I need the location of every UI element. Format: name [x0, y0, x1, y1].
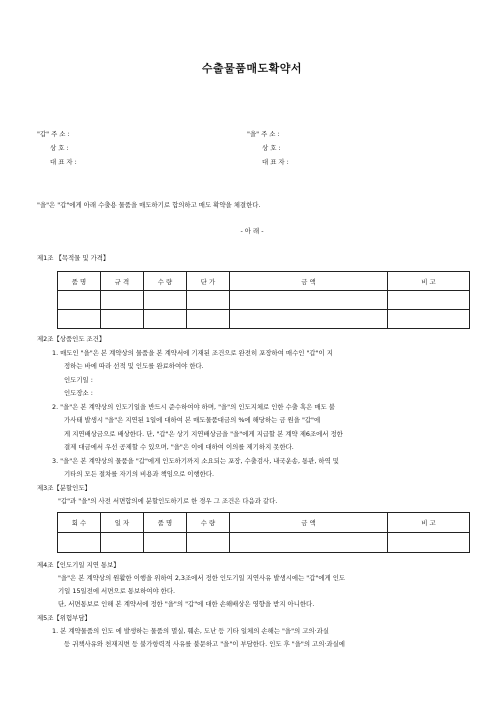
table-header: 비 고 — [388, 513, 470, 533]
intro-sentence: "을"은 "갑"에게 아래 수출용 물품을 매도하기로 합의하고 매도 확약을 체결한다. — [37, 201, 261, 209]
article1-heading: 제1조 【목적물 및 가격】 — [37, 254, 110, 262]
article2-line: 가사태 발생시 "을"은 지연된 1일에 대하여 본 매도물품대금의 %에 해당하는 금 원을 "갑"에 — [64, 416, 321, 424]
table-header: 일 자 — [101, 513, 144, 533]
article4-line: 단, 서면통보로 인해 본 계약서에 정한 "을"의 "갑"에 대한 손해배상은 영향을 받지 아니한다. — [58, 600, 315, 608]
contract-title: 수출물품매도확약서 — [201, 62, 303, 75]
table-header: 비 고 — [388, 272, 470, 291]
article2-line: 결제 대금에서 우선 공제할 수 있으며, "을"은 이에 대하여 이의를 제기하지 못한다. — [64, 443, 294, 451]
article4-line: "을"은 본 계약상의 원활한 이행을 위하여 2,3조에서 정한 인도기일 지연사유 발생시에는 "갑"에게 인도 — [58, 574, 346, 582]
table-header: 규 격 — [101, 272, 144, 291]
article2-delivery-date: 인도기일 : — [64, 376, 93, 384]
party-b-ceo-label: 대 표 자 : — [262, 158, 289, 166]
party-b-address-label: "을" 주 소 : — [247, 130, 280, 138]
table-row — [58, 533, 470, 553]
article2-line: 게 지연배상금으로 배상한다. 단, "갑"은 상기 지연배상금을 "을"에게 지급할 본 계약 제6조에서 정한 — [64, 430, 343, 438]
article2-line: 3. "을"은 본 계약상의 물품을 "갑"에게 인도하기까지 소요되는 포장, 수출검사, 내국운송, 통관, 하역 및 — [52, 457, 339, 465]
table-header: 금 액 — [230, 272, 388, 291]
goods-price-table — [57, 271, 470, 329]
table-header: 수 량 — [187, 513, 230, 533]
article5-line: 등 귀책사유와 천재지변 등 불가항력적 사유를 불문하고 "을"이 부담한다. 인도 후 "을"의 고의·과실에 — [64, 640, 345, 648]
article4-heading: 제4조【인도기일 지연 통보】 — [37, 561, 120, 569]
table-header: 품 명 — [58, 272, 101, 291]
article3-heading: 제3조【분할인도】 — [37, 484, 91, 492]
table-header: 품 명 — [144, 513, 187, 533]
article4-line: 기일 15일전에 서면으로 통보하여야 한다. — [58, 587, 176, 595]
article2-heading: 제2조【상품인도 조건】 — [37, 335, 106, 343]
party-a-address-label: "갑" 주 소 : — [37, 130, 70, 138]
article2-line: 정하는 바에 따라 선적 및 인도를 완료하여야 한다. — [64, 362, 204, 370]
table-header: 금 액 — [230, 513, 388, 533]
article2-line: 기타의 모든 절차를 자기의 비용과 책임으로 이행한다. — [64, 470, 215, 478]
table-row — [58, 291, 470, 310]
party-a-block — [37, 131, 77, 173]
party-a-ceo-label: 대 표 자 : — [50, 158, 77, 166]
party-b-block — [247, 131, 289, 173]
article2-line: 1. 매도인 "을"은 본 계약상의 물품을 본 계약서에 기재된 조건으로 완전히 포장하여 매수인 "갑"이 지 — [52, 349, 333, 357]
party-b-company-label: 상 호 : — [262, 144, 281, 152]
article3-line: "갑"과 "을"의 사전 서면합의에 분할인도하기로 한 경우 그 조건은 다음과 같다. — [58, 497, 278, 505]
article5-line: 1. 본 계약물품의 인도 에 발생하는 물품의 멸실, 훼손, 도난 등 기타 일체의 손해는 "을"의 고의·과실 — [52, 627, 329, 635]
partial-delivery-table — [57, 512, 470, 553]
table-header: 단 가 — [187, 272, 230, 291]
article2-delivery-place: 인도장소 : — [64, 389, 93, 397]
table-header: 수 량 — [144, 272, 187, 291]
article2-line: 2. "을"은 본 계약상의 인도기일을 반드시 준수하여야 하며, "을"의 인도지체로 인한 수출 혹은 매도 불 — [52, 403, 335, 411]
party-a-company-label: 상 호 : — [50, 144, 69, 152]
table-row — [58, 310, 470, 329]
article5-heading: 제5조【위험부담】 — [37, 614, 91, 622]
table-header: 회 수 — [58, 513, 101, 533]
center-mark: - 아 래 - — [240, 227, 264, 235]
